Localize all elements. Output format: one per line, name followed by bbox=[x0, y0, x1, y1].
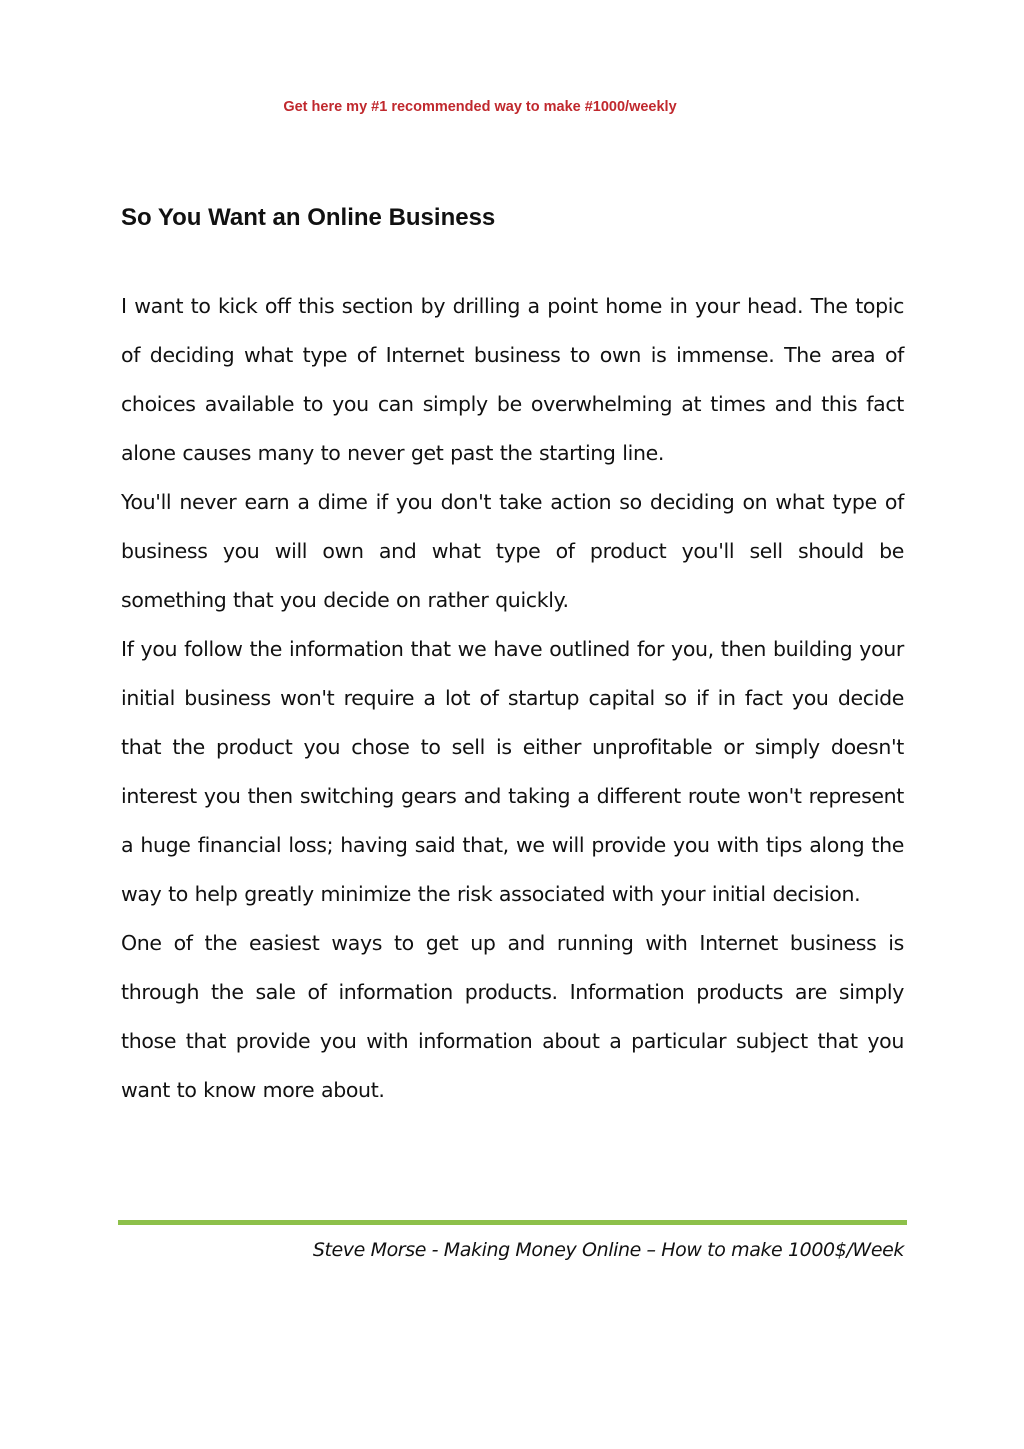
page-footer: Steve Morse - Making Money Online – How to make 1000$/Week bbox=[312, 1239, 904, 1261]
paragraph: You'll never earn a dime if you don't take action so deciding on what type of business you will own and what type of product you'll sell should be something that you decide on rather quickly. bbox=[121, 490, 904, 612]
paragraph: One of the easiest ways to get up and running with Internet business is through the sale of information products. Information products are simply those that provide you with information about a particular subject that you want to know more about. bbox=[121, 931, 904, 1102]
paragraph: If you follow the information that we have outlined for you, then building your initial business won't require a lot of startup capital so if in fact you decide that the product you chose to sell is either unprofitable or simply doesn't interest you then switching gears and taking a different route won't represent a huge financial loss; having said that, we will provide you with tips along the way to help greatly minimize the risk associated with your initial decision. bbox=[121, 637, 904, 906]
footer-divider bbox=[118, 1220, 907, 1225]
page-title: So You Want an Online Business bbox=[121, 204, 496, 231]
article-body bbox=[121, 282, 904, 1115]
promo-link[interactable]: Get here my #1 recommended way to make #1000/weekly bbox=[283, 99, 677, 115]
paragraph: I want to kick off this section by drilling a point home in your head. The topic of deciding what type of Internet business to own is immense. The area of choices available to you can simply be overwhelming at times and this fact alone causes many to never get past the starting line. bbox=[121, 294, 904, 465]
